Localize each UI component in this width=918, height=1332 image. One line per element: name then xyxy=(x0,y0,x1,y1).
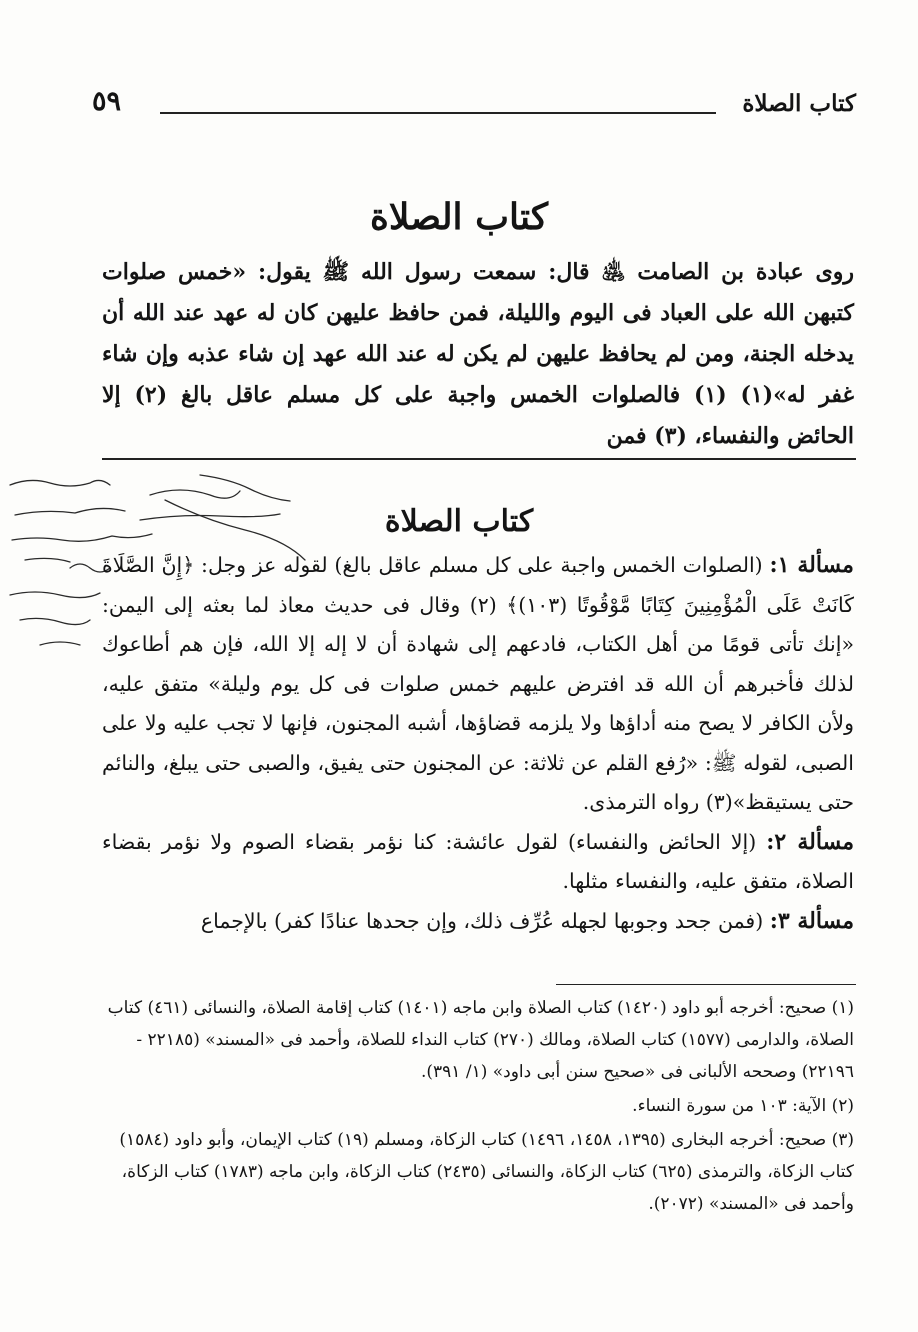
masala-1-label: مسألة ١: xyxy=(769,552,854,578)
matn-paragraph: روى عبادة بن الصامت ﵁ قال: سمعت رسول الله ﷺ يقول: «خمس صلوات كتبهن الله على العباد فى اليوم والليلة، فمن حافظ عليهن كان له عهد عند الله أن يدخله الجنة، ومن لم يحافظ عليهن لم يكن له عند الله عهد إن شاء عذبه وإن شاء غفر له»(١) (١) فالصلوات الخمس واجبة على كل مسلم عاقل بالغ (٢) إلا الحائض والنفساء، (٣) فمن xyxy=(102,259,854,449)
matn-text xyxy=(102,252,854,457)
sharh-text xyxy=(102,546,854,941)
masala-1-text: (الصلوات الخمس واجبة على كل مسلم عاقل بالغ) لقوله عز وجل: ﴿إِنَّ الصَّلَاةَ كَانَتْ عَلَى الْمُؤْمِنِينَ كِتَابًا مَّوْقُوتًا (١٠٣)﴾ (٢) وقال فى حديث معاذ لما بعثه إلى اليمن: «إنك تأتى قومًا من أهل الكتاب، فادعهم إلى شهادة أن لا إله إلا الله، فإن هم أطاعوك لذلك فأخبرهم أن الله قد افترض عليهم خمس صلوات فى كل يوم وليلة» متفق عليه، ولأن الكافر لا يصح منه أداؤها ولا يلزمه قضاؤها، أشبه المجنون، فإنها لا تجب عليه ولا على الصبى، لقوله ﷺ: «رُفع القلم عن ثلاثة: عن المجنون حتى يفيق، والصبى حتى يبلغ، والنائم حتى يستيقظ»(٣) رواه الترمذى. xyxy=(102,553,854,814)
footnote-2-text: الآية: ١٠٣ من سورة النساء. xyxy=(632,1096,827,1116)
page-number: ٥٩ xyxy=(92,86,122,117)
masala-3 xyxy=(102,902,854,942)
masala-3-label: مسألة ٣: xyxy=(769,907,854,934)
footnote-1-number: (١) xyxy=(831,998,854,1018)
footnote-3-number: (٣) xyxy=(831,1130,854,1150)
footnotes xyxy=(102,992,854,1222)
footnote-3-text: صحيح: أخرجه البخارى (١٣٩٥، ١٤٥٨، ١٤٩٦) كتاب الزكاة، ومسلم (١٩) كتاب الإيمان، وأبو داود (١٥٨٤) كتاب الزكاة، والترمذى (٦٢٥) كتاب الزكاة، والنسائى (٢٤٣٥) كتاب الزكاة، وابن ماجه (١٧٨٣) كتاب الزكاة، وأحمد فى «المسند» (٢٠٧٢). xyxy=(119,1130,854,1214)
masala-1 xyxy=(102,546,854,823)
footnote-2 xyxy=(102,1090,854,1122)
footnote-rule xyxy=(556,984,856,985)
footnote-3 xyxy=(102,1124,854,1220)
sharh-title: كتاب الصلاة xyxy=(384,504,534,539)
masala-2-label: مسألة ٢: xyxy=(766,828,854,855)
masala-3-text: (فمن جحد وجوبها لجهله عُرِّف ذلك، وإن جحدها عنادًا كفر) بالإجماع xyxy=(200,908,764,933)
running-title: كتاب الصلاة xyxy=(742,90,856,117)
footnote-1 xyxy=(102,992,854,1088)
masala-2 xyxy=(102,823,854,902)
footnote-1-text: صحيح: أخرجه أبو داود (١٤٢٠) كتاب الصلاة وابن ماجه (١٤٠١) كتاب إقامة الصلاة، والنسائى (٤٦١) كتاب الصلاة، والدارمى (١٥٧٧) كتاب الصلاة، ومالك (٢٧٠) كتاب النداء للصلاة، وأحمد فى «المسند» (٢٢١٨٥ - ٢٢١٩٦) وصححه الألبانى فى «صحيح سنن أبى داود» (١/ ٣٩١). xyxy=(107,998,854,1082)
matn-title: كتاب الصلاة xyxy=(370,196,548,238)
page-header xyxy=(92,86,856,126)
footnote-2-number: (٢) xyxy=(831,1096,854,1116)
masala-2-text: (إلا الحائض والنفساء) لقول عائشة: كنا نؤمر بقضاء الصوم ولا نؤمر بقضاء الصلاة، متفق عليه، والنفساء مثلها. xyxy=(102,829,854,893)
header-rule xyxy=(160,112,716,114)
